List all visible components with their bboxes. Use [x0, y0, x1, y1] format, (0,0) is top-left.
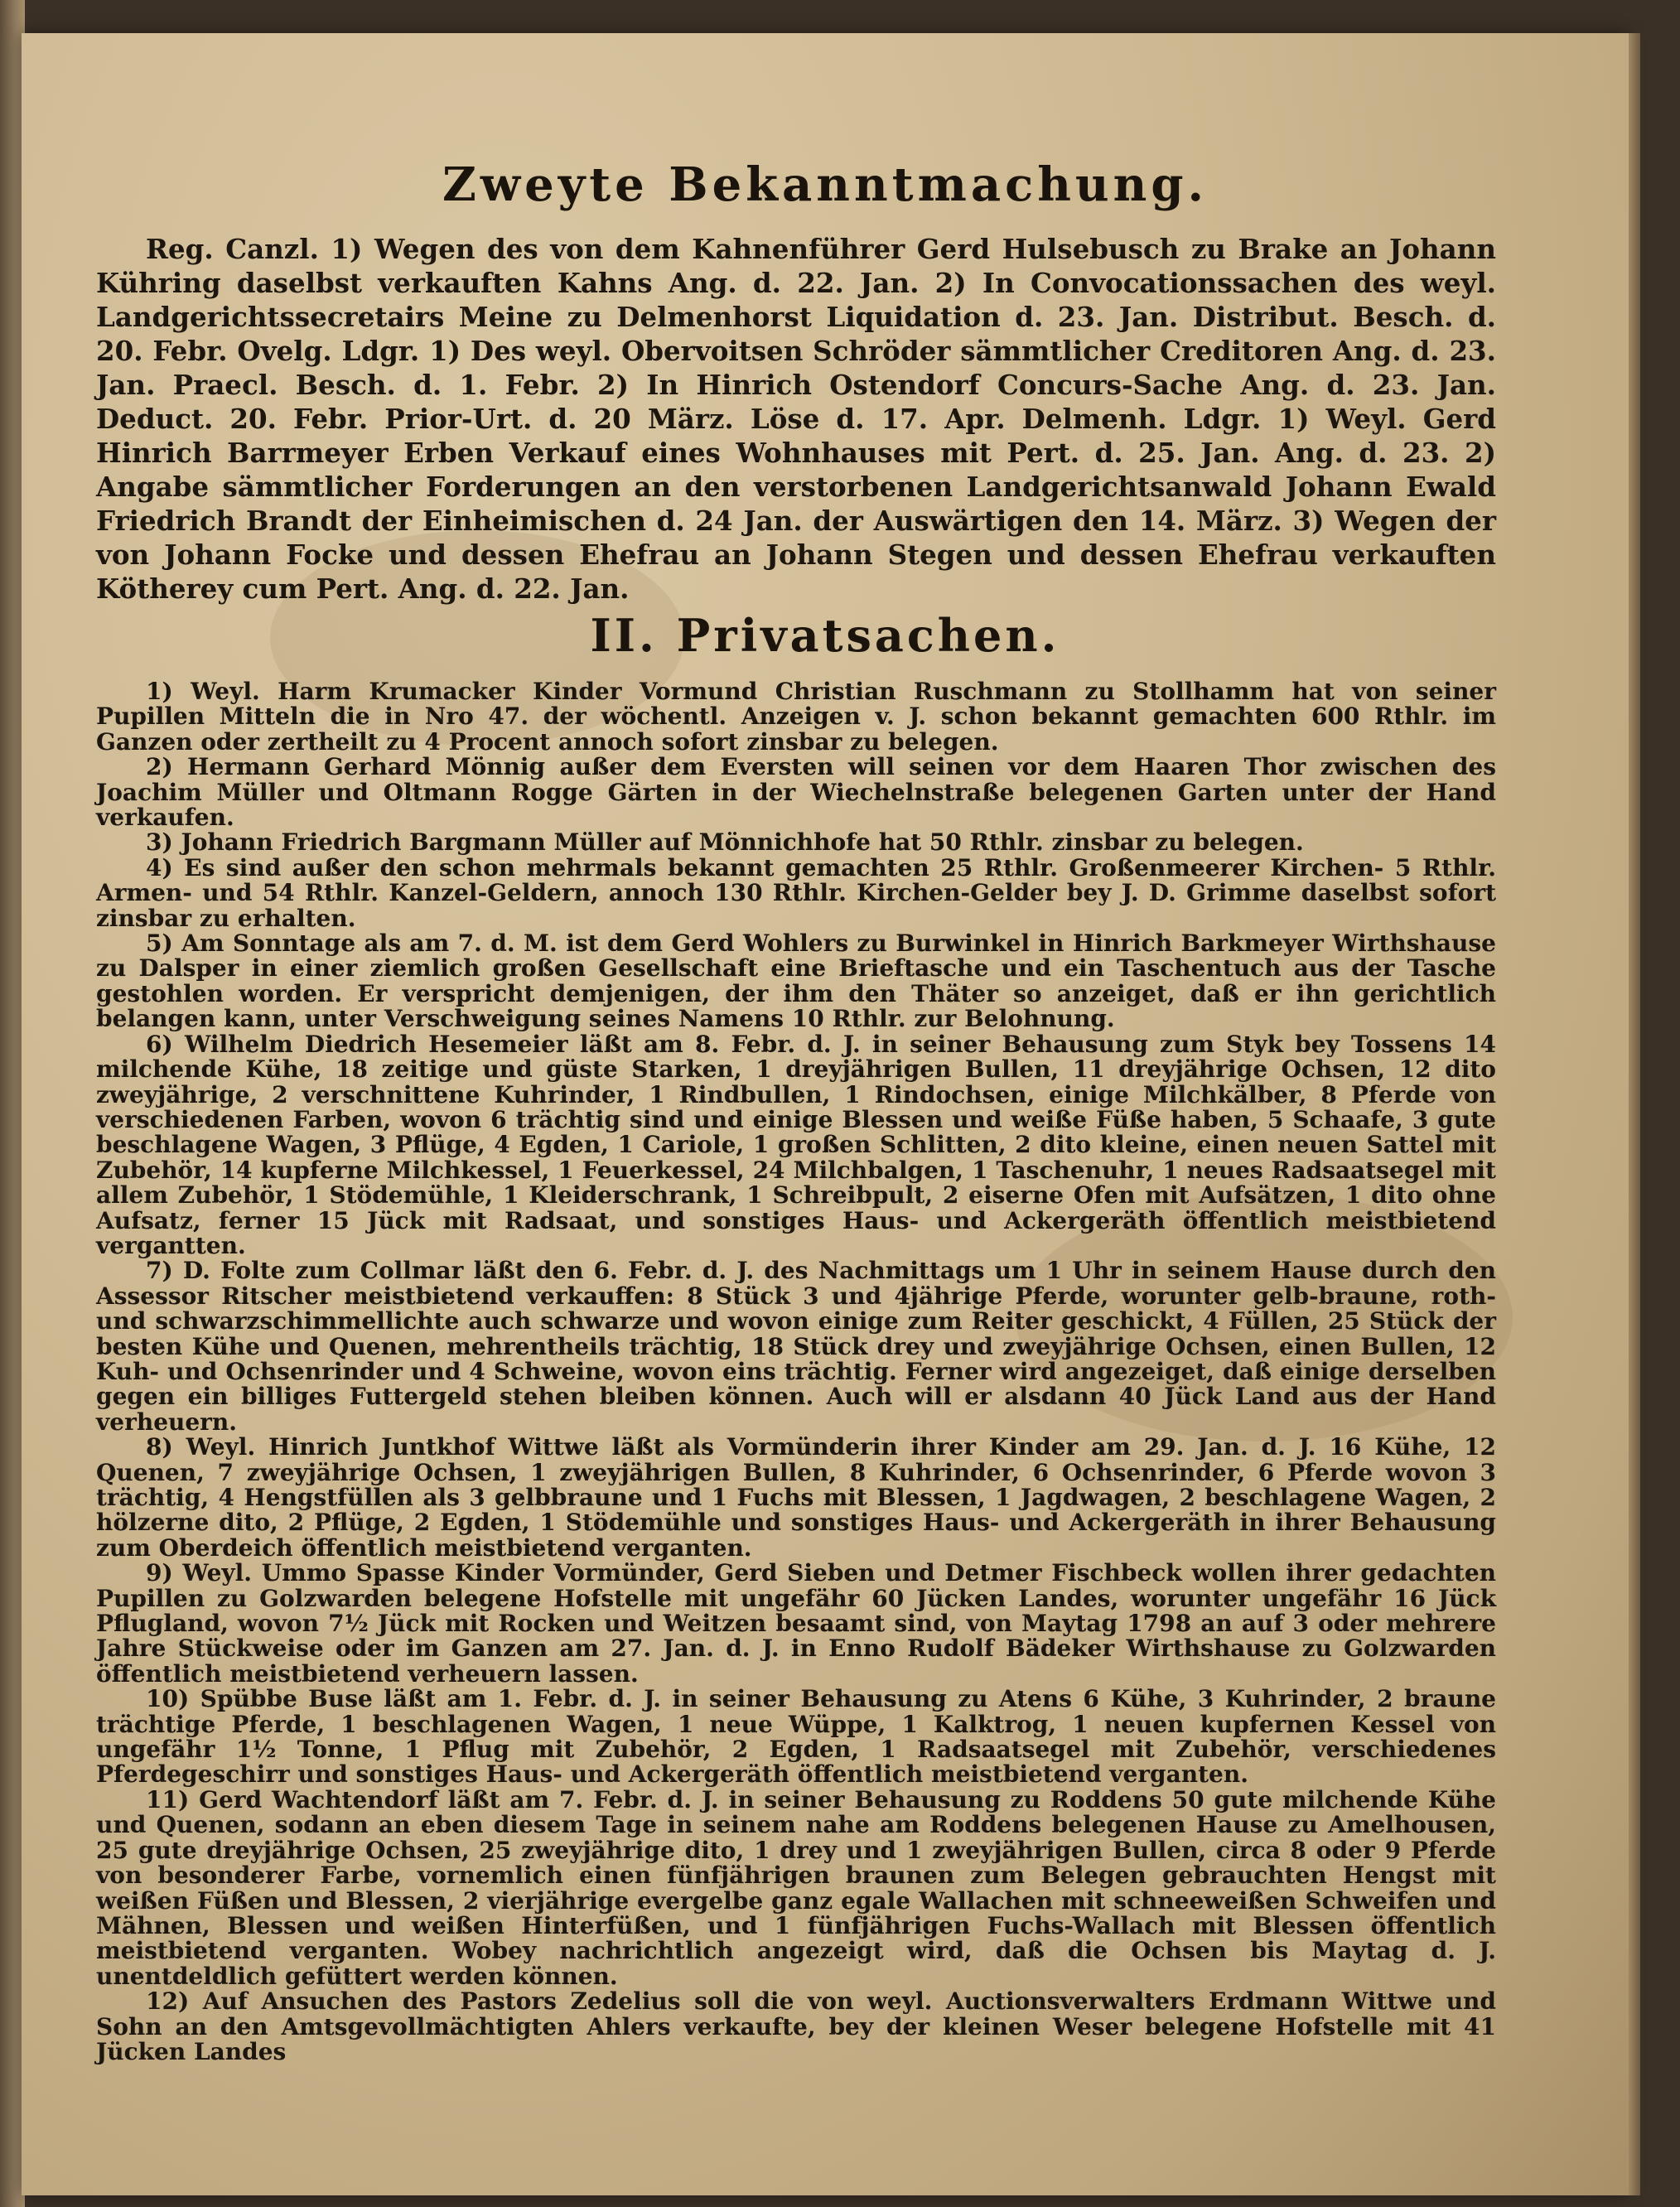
notice-item: 9) Weyl. Ummo Spasse Kinder Vormünder, Gerd Sieben und Detmer Fischbeck wollen ihrer gedachten Pupillen zu Golzwarden belegene Hofstelle mit ungefähr 60 Jücken Landes, worunter ungefähr 16 Jück Pflugland, wovon 7½ Jück mit Rocken und Weitzen besaamt sind, von Maytag 1798 an auf 3 oder mehrere Jahre Stückweise oder im Ganzen am 27. Jan. d. J. in Enno Rudolf Bädeker Wirthshause zu Golzwarden öffentlich meistbietend verheuern lassen.: [96, 1559, 1496, 1688]
notice-item: 11) Gerd Wachtendorf läßt am 7. Febr. d. J. in seiner Behausung zu Roddens 50 gute milchende Kühe und Quenen, sodann an eben diesem Tage in seinem nahe am Roddens belegenen Hause zu Amelhousen, 25 gute dreyjährige Ochsen, 25 zweyjährige dito, 1 drey und 1 zweyjährigen Bullen, circa 8 oder 9 Pferde von besonderer Farbe, vornemlich einen fünfjährigen braunen zum Belegen gebrauchten Hengst mit weißen Füßen und Blessen, 2 vierjährige evergelbe ganz egale Wallachen mit schneeweißen Schweifen und Mähnen, Blessen und weißen Hinterfüßen, und 1 fünfjährigen Fuchs-Wallach mit Blessen öffentlich meistbietend verganten. Wobey nachrichtlich angezeigt wird, daß die Ochsen bis Maytag d. J. unentdeldlich gefüttert werden können.: [96, 1785, 1496, 1990]
announcement-text: Reg. Canzl. 1) Wegen des von dem Kahnenführer Gerd Hulsebusch zu Brake an Johann Kühring daselbst verkauften Kahns Ang. d. 22. Jan. 2) In Convocationssachen des weyl. Landgerichtssecretairs Meine zu Delmenhorst Liquidation d. 23. Jan. Distribut. Besch. d. 20. Febr. Ovelg. Ldgr. 1) Des weyl. Obervoitsen Schröder sämmtlicher Creditoren Ang. d. 23. Jan. Praecl. Besch. d. 1. Febr. 2) In Hinrich Ostendorf Concurs-Sache Ang. d. 23. Jan. Deduct. 20. Febr. Prior-Urt. d. 20 März. Löse d. 17. Apr. Delmenh. Ldgr. 1) Weyl. Gerd Hinrich Barrmeyer Erben Verkauf eines Wohnhauses mit Pert. d. 25. Jan. Ang. d. 23. 2) Angabe sämmtlicher Forderungen an den verstorbenen Landgerichtsanwald Johann Ewald Friedrich Brandt der Einheimischen d. 24 Jan. der Auswärtigen den 14. März. 3) Wegen der von Johann Focke und dessen Ehefrau an Johann Stegen und dessen Ehefrau verkauften Kötherey cum Pert. Ang. d. 22. Jan.: [96, 233, 1496, 605]
notice-item: 12) Auf Ansuchen des Pastors Zedelius soll die von weyl. Auctionsverwalters Erdmann Wittwe und Sohn an den Amtsgevollmächtigten Ahlers verkaufte, bey der kleinen Weser belegene Hofstelle mit 41 Jücken Landes: [96, 1987, 1496, 2065]
notice-item: 6) Wilhelm Diedrich Hesemeier läßt am 8. Febr. d. J. in seiner Behausung zum Styk bey Tossens 14 milchende Kühe, 18 zeitige und güste Starken, 1 dreyjährigen Bullen, 11 dreyjährige Ochsen, 12 dito zweyjährige, 2 verschnittene Kuhrinder, 1 Rindbullen, 1 Rindochsen, einige Milchkälber, 8 Pferde von verschiedenen Farben, wovon 6 trächtig sind und einige Blessen und weiße Füße haben, 5 Schaafe, 3 gute beschlagene Wagen, 3 Pflüge, 4 Egden, 1 Cariole, 1 großen Schlitten, 2 dito kleine, einen neuen Sattel mit Zubehör, 14 kupferne Milchkessel, 1 Feuerkessel, 24 Milchbalgen, 1 Taschenuhr, 1 neues Radsaatsegel mit allem Zubehör, 1 Stödemühle, 1 Kleiderschrank, 1 Schreibpult, 2 eiserne Ofen mit Aufsätzen, 1 dito ohne Aufsatz, ferner 15 Jück mit Radsaat, und sonstiges Haus- und Ackergeräth öffentlich meistbietend vergantten.: [96, 1030, 1496, 1259]
page-title: Zweyte Bekanntmachung.: [442, 157, 1209, 212]
notice-item: 7) D. Folte zum Collmar läßt den 6. Febr. d. J. des Nachmittags um 1 Uhr in seinem Hause durch den Assessor Ritscher meistbietend verkauffen: 8 Stück 3 und 4jährige Pferde, worunter gelb-braune, roth- und schwarzschimmellichte auch schwarze und wovon einige zum Reiter geschickt, 4 Füllen, 25 Stück der besten Kühe und Quenen, mehrentheils trächtig, 18 Stück drey und zweyjährige Ochsen, einen Bullen, 12 Kuh- und Ochsenrinder und 4 Schweine, wovon eins trächtig. Ferner wird angezeiget, daß einige derselben gegen ein billiges Futtergeld stehen bleiben können. Auch will er alsdann 40 Jück Land aus der Hand verheuern.: [96, 1257, 1496, 1436]
right-page-edge: [1629, 33, 1640, 2195]
private-notices: [96, 679, 1496, 2065]
notice-item: 5) Am Sonntage als am 7. d. M. ist dem Gerd Wohlers zu Burwinkel in Hinrich Barkmeyer Wirthshause zu Dalsper in einer ziemlich großen Gesellschaft eine Brieftasche und ein Taschentuch aus der Tasche gestohlen worden. Er verspricht demjenigen, der ihm den Thäter so anzeiget, daß er ihn gerichtlich belangen kann, unter Verschweigung seines Namens 10 Rthlr. zur Belohnung.: [96, 930, 1496, 1033]
notice-item: 1) Weyl. Harm Krumacker Kinder Vormund Christian Ruschmann zu Stollhamm hat von seiner Pupillen Mitteln die in Nro 47. der wöchentl. Anzeigen v. J. schon bekannt gemachten 600 Rthlr. im Ganzen oder zertheilt zu 4 Procent annoch sofort zinsbar zu belegen.: [96, 678, 1496, 756]
notice-item: 10) Spübbe Buse läßt am 1. Febr. d. J. in seiner Behausung zu Atens 6 Kühe, 3 Kuhrinder, 2 braune trächtige Pferde, 1 beschlagenen Wagen, 1 neue Wüppe, 1 Kalktrog, 1 neuen kupfernen Kessel von ungefähr 1½ Tonne, 1 Pflug mit Zubehör, 2 Egden, 1 Radsaatsegel mit Zubehör, verschiedenes Pferdegeschirr und sonstiges Haus- und Ackergeräth öffentlich meistbietend verganten.: [96, 1685, 1496, 1789]
paper-sheet: [22, 33, 1629, 2195]
notice-item: 8) Weyl. Hinrich Juntkhof Wittwe läßt als Vormünderin ihrer Kinder am 29. Jan. d. J. 16 Kühe, 12 Quenen, 7 zweyjährige Ochsen, 1 zweyjährigen Bullen, 8 Kuhrinder, 6 Ochsenrinder, 6 Pferde wovon 3 trächtig, 4 Hengstfüllen als 3 gelbbraune und 1 Fuchs mit Blessen, 1 Jagdwagen, 2 beschlagene Wagen, 2 hölzerne dito, 2 Pflüge, 2 Egden, 1 Stödemühle und sonstiges Haus- und Ackergeräth in ihrer Behausung zum Oberdeich öffentlich meistbietend verganten.: [96, 1433, 1496, 1562]
notice-item: 3) Johann Friedrich Bargmann Müller auf Mönnichhofe hat 50 Rthlr. zinsbar zu belegen.: [146, 828, 1304, 857]
announcement-block: [96, 232, 1496, 606]
notice-item: 4) Es sind außer den schon mehrmals bekannt gemachten 25 Rthlr. Großenmeerer Kirchen- 5 Rthlr. Armen- und 54 Rthlr. Kanzel-Geldern, annoch 130 Rthlr. Kirchen-Gelder bey J. D. Grimme daselbst sofort zinsbar zu erhalten.: [96, 853, 1496, 932]
section-heading: II. Privatsachen.: [590, 609, 1060, 662]
notice-item: 2) Hermann Gerhard Mönnig außer dem Eversten will seinen vor dem Haaren Thor zwischen des Joachim Müller und Oltmann Rogge Gärten in der Wiechelnstraße belegenen Garten unter der Hand verkaufen.: [96, 753, 1496, 832]
